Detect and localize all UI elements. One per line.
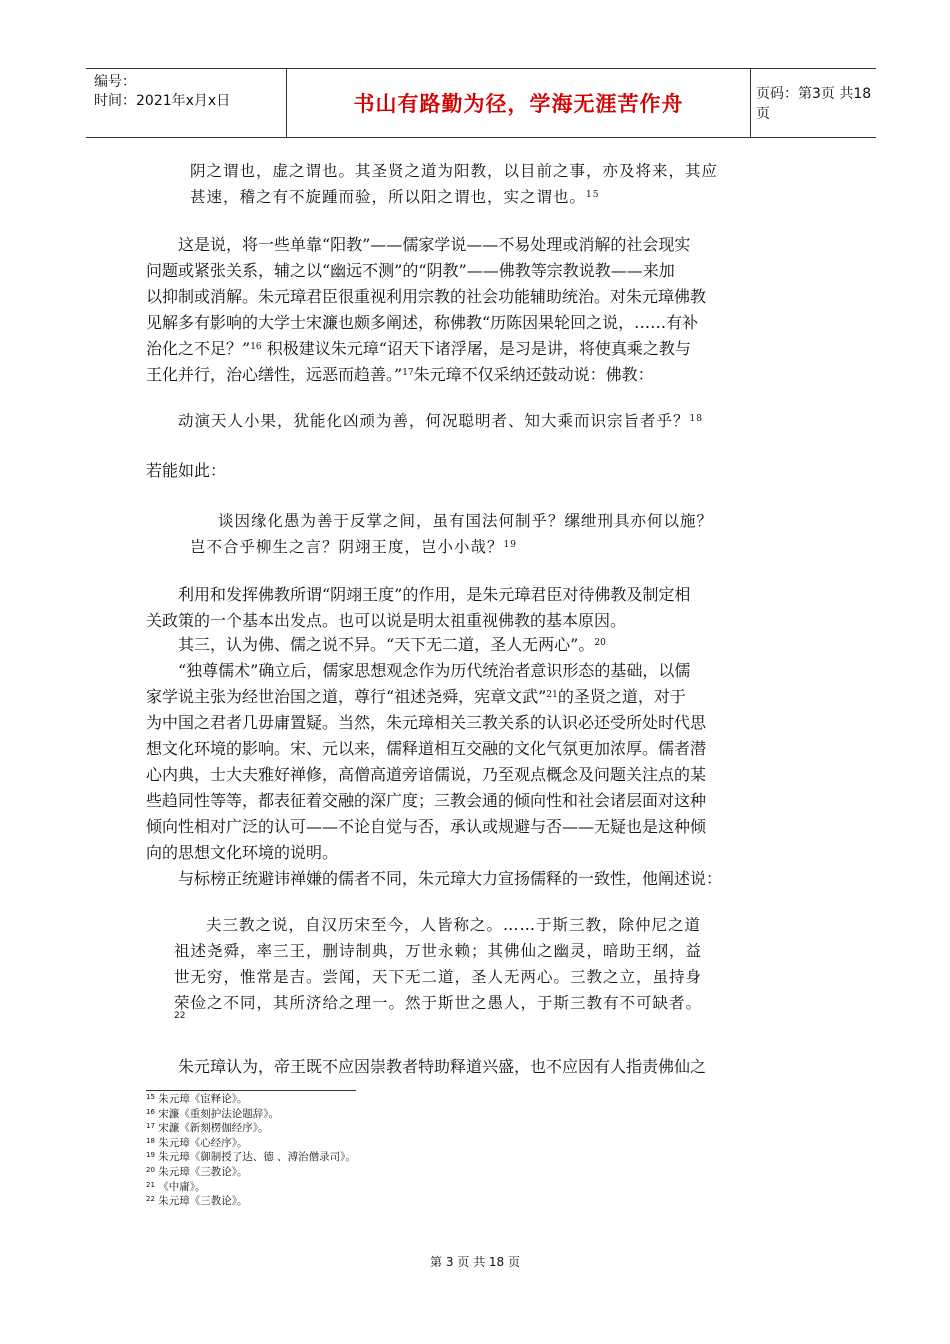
paragraph-line: “独尊儒术”确立后，儒家思想观念作为历代统治者意识形态的基础，以儒 [178, 661, 691, 680]
quote-line: 荣俭之不同，其所济给之理一。然于斯世之愚人，于斯三教有不可缺者。 [174, 994, 703, 1012]
paragraph-line: 问题或紧张关系，辅之以“幽远不测”的“阴教”——佛教等宗教说教——来加 [146, 261, 675, 280]
quote-line: 夫三教之说，自汉历宋至今，人皆称之。……于斯三教，除仲尼之道 [206, 916, 702, 934]
footnote-ref[interactable]: 15 [586, 190, 600, 200]
paragraph-line: 关政策的一个基本出发点。也可以说是明太祖重视佛教的基本原因。 [146, 611, 627, 630]
footnote-number: 15 [146, 1093, 155, 1101]
quote-line: 祖述尧舜，率三王，删诗制典，万世永赖；其佛仙之幽灵，暗助王纲，益 [174, 942, 703, 960]
footnote-text: 宋濂《新刻楞伽经序》。 [158, 1122, 269, 1135]
footnote-ref[interactable]: 17 [402, 368, 414, 378]
paragraph-line: 以抑制或消解。朱元璋君臣很重视利用宗教的社会功能辅助统治。对朱元璋佛教 [146, 287, 707, 306]
footnote-item [146, 1108, 279, 1121]
footnote-text: 《中庸》。 [158, 1180, 206, 1193]
paragraph-line: 心内典，士大夫雅好禅修，高僧高道旁谙儒说，乃至观点概念及问题关注点的某 [146, 765, 707, 784]
paragraph-line: 朱元璋认为，帝王既不应因崇教者特助释道兴盛，也不应因有人指责佛仙之 [178, 1057, 707, 1076]
time-line: 时间：2021年x月x日 [94, 93, 231, 109]
footnote-number: 19 [146, 1151, 155, 1160]
paragraph-line: 与标榜正统避讳禅嫌的儒者不同，朱元璋大力宣扬儒释的一致性，他阐述说： [178, 869, 723, 888]
paragraph-line: 家学说主张为经世治国之道，尊行“祖述尧舜，宪章文武”$^{21}$的圣贤之道，对于 [146, 687, 686, 706]
footnote-ref[interactable]: 18 [689, 414, 703, 424]
footnote-ref[interactable]: 19 [503, 540, 517, 550]
footnote-item [146, 1151, 356, 1164]
quote-line: 世无穷，惟常是吉。尝闻，天下无二道，圣人无两心。三教之立，虽持身 [174, 968, 703, 986]
footnote-ref[interactable]: 16 [250, 342, 262, 352]
quote-line: 岂不合乎柳生之言？阴翊王度，岂小小哉？$^{19}$ [190, 538, 517, 556]
footnote-text: 朱元璋《三教论》。 [158, 1166, 248, 1178]
footnote-number: 18 [146, 1136, 155, 1145]
code-label: 编号： [94, 74, 136, 90]
quote-line: 动演天人小果，犹能化凶顽为善，何况聪明者、知大乘而识宗旨者乎？$^{18}$ [178, 412, 703, 430]
quote-line: 谈因缘化愚为善于反掌之间，虽有国法何制乎？缧绁刑具亦何以施？ [218, 512, 714, 530]
header-meta [94, 73, 284, 111]
footnote-item [146, 1166, 248, 1179]
footnote-ref[interactable]: 20 [594, 638, 606, 648]
footnote-item [146, 1137, 248, 1150]
quote-line: 甚速，稽之有不旋踵而验，所以阳之谓也，实之谓也。$^{15}$ [190, 188, 600, 206]
header-divider [286, 69, 287, 137]
footnote-text: 宋濂《重刻护法论题辞》。 [158, 1107, 280, 1120]
footnote-separator [146, 1090, 356, 1091]
footnote-text: 朱元璋《三教论》。 [158, 1195, 248, 1208]
paragraph-line: 王化并行，治心缮性，远恶而趋善。”$^{17}$朱元璋不仅采纳还鼓动说：佛教： [146, 365, 654, 384]
footnote-number: 22 [146, 1195, 155, 1204]
header-page-label: 页码：第3页 共18页 [756, 86, 872, 122]
paragraph-line: 为中国之君者几毋庸置疑。当然，朱元璋相关三教关系的认识必还受所处时代思 [146, 713, 707, 732]
page-header [86, 68, 876, 138]
paragraph-line: 向的思想文化环境的说明。 [146, 843, 339, 862]
footnote-number: 20 [146, 1166, 155, 1174]
footnote-item [146, 1195, 248, 1208]
footnote-item [146, 1093, 248, 1106]
paragraph-line: 倾向性相对广泛的认可——不论自觉与否，承认或规避与否——无疑也是这种倾 [146, 817, 707, 836]
footnote-ref[interactable]: 21 [546, 690, 558, 700]
footnote-number: 21 [146, 1180, 155, 1189]
paragraph-line: 其三，认为佛、儒之说不异。“天下无二道，圣人无两心”。$^{20}$ [178, 635, 606, 654]
paragraph-line: 些趋同性等等，都表征着交融的深广度；三教会通的倾向性和社会诸层面对这种 [146, 791, 707, 810]
paragraph-line: 这是说，将一些单靠“阳教”——儒家学说——不易处理或消解的社会现实 [178, 235, 691, 254]
footnote-number: 16 [146, 1107, 155, 1116]
footnote-ref[interactable]: 22 [174, 1011, 186, 1021]
header-motto: 书山有路勤为径，学海无涯苦作舟 [353, 92, 684, 116]
footnote-number: 17 [146, 1122, 155, 1131]
paragraph-line: 若能如此： [146, 461, 227, 480]
quote-line: 阴之谓也，虚之谓也。其圣贤之道为阳教，以目前之事，亦及将来，其应 [190, 162, 719, 180]
paragraph-line: 见解多有影响的大学士宋濂也颇多阐述，称佛教“历陈因果轮回之说，……有补 [146, 313, 699, 332]
paragraph-line: 想文化环境的影响。宋、元以来，儒释道相互交融的文化气氛更加浓厚。儒者潜 [146, 739, 707, 758]
header-divider [750, 69, 751, 137]
page-number-footer: 第 3 页 共 18 页 [430, 1255, 520, 1269]
paragraph-line: 治化之不足？”$^{16}$ 积极建议朱元璋“诏天下诸浮屠，是习是讲，将使真乘之教与 [146, 339, 691, 358]
footnote-text: 朱元璋《宦释论》。 [158, 1093, 248, 1105]
footnote-text: 朱元璋《心经序》。 [158, 1136, 248, 1149]
paragraph-line: 利用和发挥佛教所谓“阴翊王度”的作用，是朱元璋君臣对待佛教及制定相 [178, 585, 691, 604]
footnote-item [146, 1181, 206, 1194]
footnote-text: 朱元璋《御制授了达、德 、溥治僧录司》。 [158, 1151, 356, 1164]
footnote-item [146, 1122, 269, 1135]
